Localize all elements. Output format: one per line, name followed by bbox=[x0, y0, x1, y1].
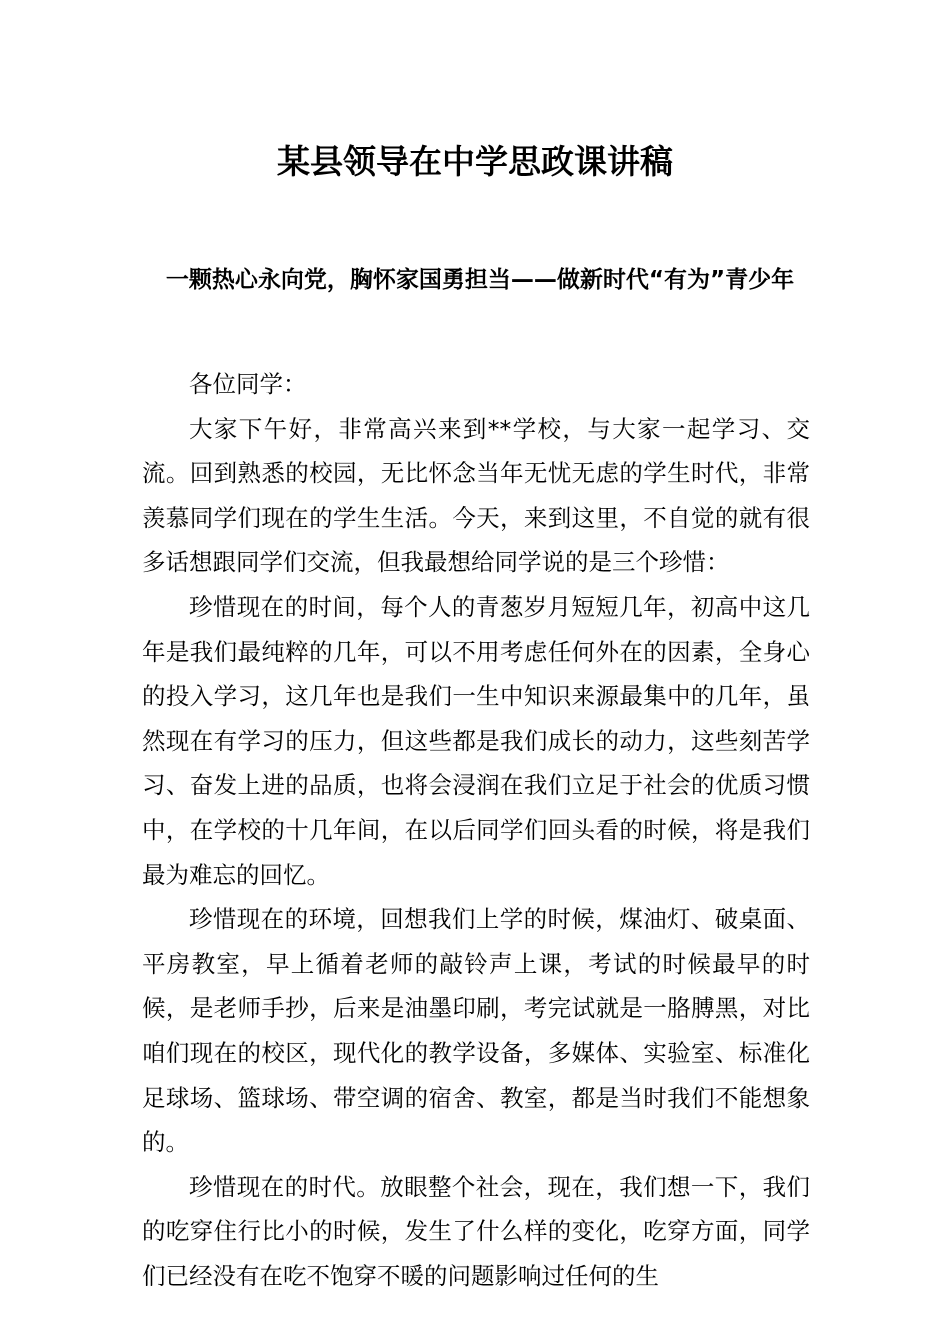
document-body bbox=[142, 362, 810, 1298]
document-title: 某县领导在中学思政课讲稿 bbox=[277, 142, 673, 181]
document-subtitle: 一颗热心永向党，胸怀家国勇担当——做新时代“有为”青少年 bbox=[165, 267, 795, 293]
paragraph-cherish-time: 珍惜现在的时间，每个人的青葱岁月短短几年，初高中这几年是我们最纯粹的几年，可以不用考虑任何外在的因素，全身心的投入学习，这几年也是我们一生中知识来源最集中的几年，虽然现在有学习的压力，但这些都是我们成长的动力，这些刻苦学习、奋发上进的品质，也将会浸润在我们立足于社会的优质习惯中，在学校的十几年间，在以后同学们回头看的时候，将是我们最为难忘的回忆。 bbox=[142, 592, 810, 889]
paragraph-cherish-environment: 珍惜现在的环境，回想我们上学的时候，煤油灯、破桌面、平房教室，早上循着老师的敲铃声上课，考试的时候最早的时候，是老师手抄，后来是油墨印刷，考完试就是一胳膊黑，对比咱们现在的校区，现代化的教学设备，多媒体、实验室、标准化足球场、篮球场、带空调的宿舍、教室，都是当时我们不能想象的。 bbox=[142, 905, 810, 1157]
paragraph-salutation: 各位同学： bbox=[189, 370, 307, 398]
paragraph-cherish-era: 珍惜现在的时代。放眼整个社会，现在，我们想一下，我们的吃穿住行比小的时候，发生了什么样的变化，吃穿方面，同学们已经没有在吃不饱穿不暖的问题影响过任何的生 bbox=[142, 1172, 810, 1290]
paragraph-greeting: 大家下午好，非常高兴来到**学校，与大家一起学习、交流。回到熟悉的校园，无比怀念当年无忧无虑的学生时代，非常羡慕同学们现在的学生生活。今天，来到这里，不自觉的就有很多话想跟同学们交流，但我最想给同学说的是三个珍惜： bbox=[142, 414, 810, 577]
